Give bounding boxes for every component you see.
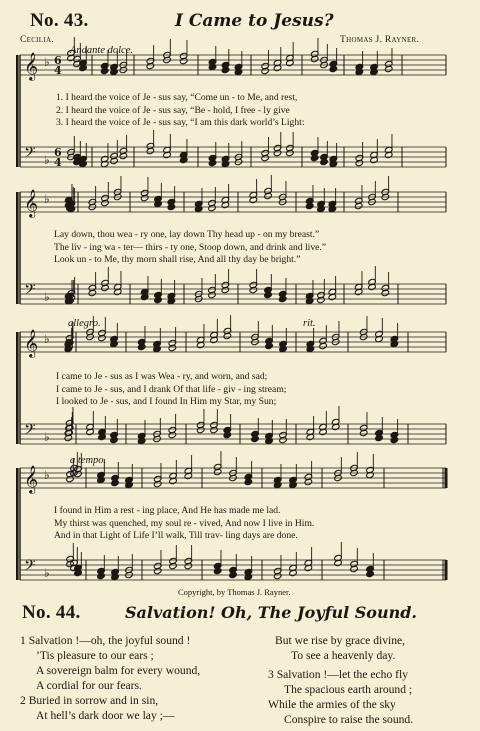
lyric-line: And in that Light of Life I’ll walk, Till trav- ling days are done. [54, 530, 298, 541]
copyright-notice: Copyright, by Thomas J. Rayner. [178, 587, 291, 597]
system-brace [16, 468, 19, 580]
lyric-line: Look un - to Me, thy morn shall rise, And all thy day be bright.” [54, 254, 301, 265]
lyrics-system-3 [56, 371, 286, 409]
verse-line: 3 Salvation !—let the echo fly [268, 668, 409, 681]
lyric-line: 1. I heard the voice of Je - sus say, “Come un - to Me, and rest, [56, 92, 298, 103]
lyric-line: I came to Je - sus as I was Wea - ry, and worn, and sad; [56, 371, 268, 382]
bass-clef-icon: 𝄢 [24, 281, 36, 302]
hymn-title: I Came to Jesus? [175, 11, 334, 31]
verse-line: Conspire to raise the sound. [284, 713, 414, 726]
treble-clef-icon: 𝄞 [24, 329, 39, 357]
flat-icon: ♭ [44, 332, 50, 346]
time-signature-bottom: 4 [54, 64, 62, 77]
stanza-1 [20, 633, 200, 693]
lyric-line: I came to Je - sus, and I drank Of that life - giv - ing stream; [56, 383, 287, 395]
system-brace [16, 192, 19, 304]
bass-clef-icon: 𝄢 [24, 144, 36, 165]
verse-line: To see a heavenly day. [291, 649, 396, 662]
treble-clef-icon: 𝄞 [24, 52, 39, 80]
verse-line: 1 Salvation !—oh, the joyful sound ! [20, 634, 191, 647]
lyric-line: 2. I heard the voice of Je - sus say, “Be - hold, I free - ly give [56, 104, 290, 116]
tempo-marking-rit: rit. [303, 318, 316, 329]
hymn-title-44: Salvation! Oh, The Joyful Sound. [125, 603, 417, 622]
lyrics-system-2 [54, 229, 326, 267]
lyrics-system-4 [54, 505, 314, 543]
tempo-marking-a-tempo: a tempo. [70, 455, 107, 466]
flat-icon: ♭ [44, 192, 50, 206]
bass-clef-icon: 𝄢 [24, 557, 36, 578]
system-brace [16, 55, 19, 167]
tune-name: Cecilia. [20, 35, 55, 45]
composer-name: Thomas J. Rayner. [340, 35, 420, 45]
tempo-marking: Andante dolce. [70, 45, 133, 56]
flat-icon: ♭ [44, 55, 50, 69]
hymn-number: No. 43. [30, 10, 89, 31]
verse-line: The spacious earth around ; [284, 683, 413, 696]
verse-line: A cordial for our fears. [36, 679, 142, 692]
time-signature-top: 6 [54, 54, 62, 67]
hymn-number-44: No. 44. [22, 602, 81, 623]
verse-line: But we rise by grace divine, [275, 634, 406, 647]
treble-clef-icon: 𝄞 [24, 465, 39, 493]
time-signature-top: 6 [54, 146, 62, 159]
flat-icon: ♭ [44, 430, 50, 444]
verse-line: While the armies of the sky [268, 698, 396, 711]
verse-line: At hell’s dark door we lay ;— [36, 709, 175, 722]
treble-clef-icon: 𝄞 [24, 189, 39, 217]
lyrics-system-1 [56, 92, 305, 130]
verse-line: A sovereign balm for every wound, [36, 664, 201, 677]
verse-line: 2 Buried in sorrow and in sin, [20, 694, 159, 707]
stanza-3 [268, 667, 413, 727]
lyric-line: My thirst was quenched, my soul re - vived, And now I live in Him. [54, 517, 315, 529]
tempo-marking-allegro: allegro. [68, 318, 101, 329]
flat-icon: ♭ [44, 153, 50, 167]
flat-icon: ♭ [44, 468, 50, 482]
system-brace [16, 332, 19, 444]
lyric-line: I found in Him a rest - ing place, And He has made me lad. [54, 505, 281, 516]
verse-line: ’Tis pleasure to our ears ; [36, 649, 154, 662]
flat-icon: ♭ [44, 290, 50, 304]
lyric-line: 3. I heard the voice of Je - sus say, “I am this dark world’s Light: [56, 117, 305, 128]
time-signature-bottom: 4 [54, 156, 62, 169]
lyric-line: I looked to Je - sus, and I found In Him my Star, my Sun; [56, 396, 277, 407]
stanza-2 [20, 693, 174, 723]
bass-clef-icon: 𝄢 [24, 421, 36, 442]
stanza-2-continued [275, 633, 405, 663]
lyric-line: The liv - ing wa - ter— thirs - ty one, Stoop down, and drink and live.” [54, 241, 327, 253]
flat-icon: ♭ [44, 566, 50, 580]
lyric-line: Lay down, thou wea - ry one, lay down Thy head up - on my breast.” [54, 229, 320, 240]
